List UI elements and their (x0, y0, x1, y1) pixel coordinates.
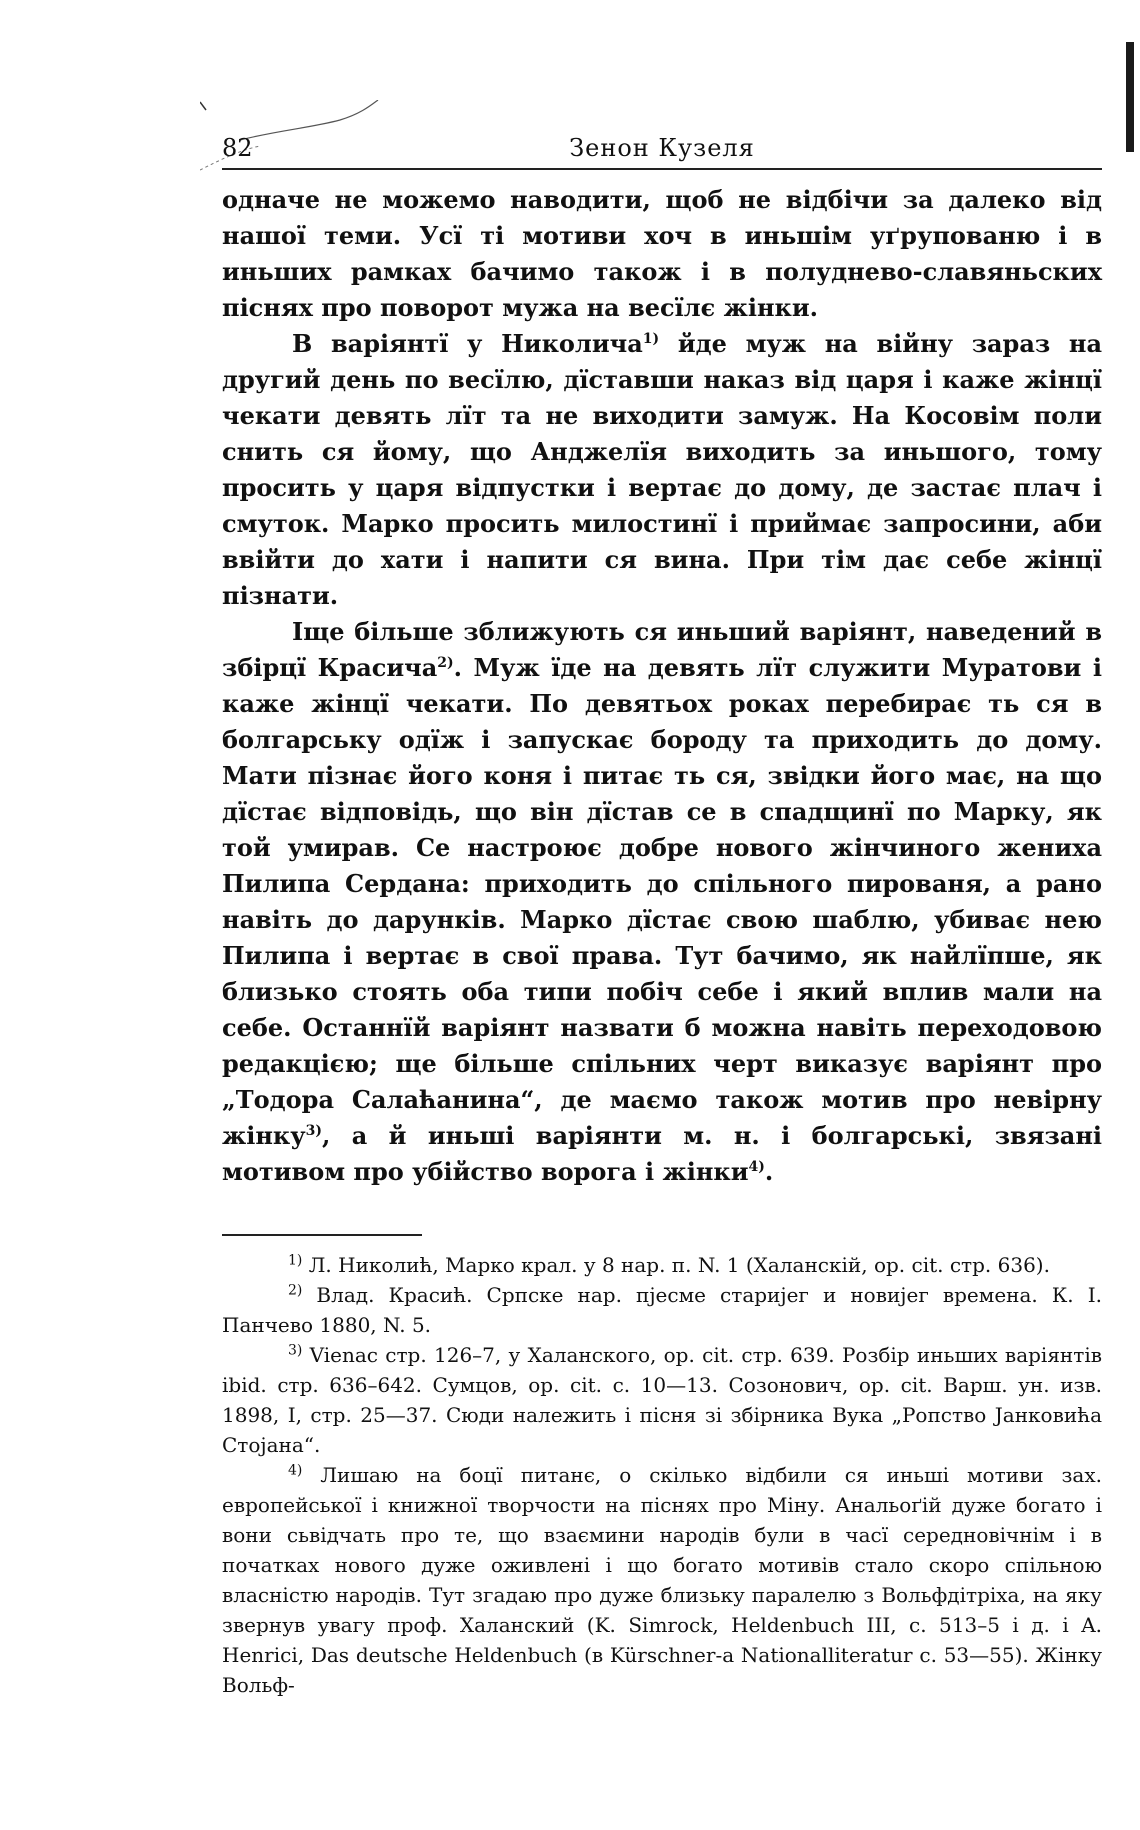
footnote-ref-4: 4) (748, 1159, 765, 1175)
paragraph-2-rest: йде муж на війну зараз на другий день по весїлю, дїставши наказ від царя і каже жінцї чекати девять лїт та не виходити замуж. На Косовім поли снить ся йому, що Анджелїя виходить за иньшого, тому просить у царя відпустки і вертає до дому, де застає плач і смуток. Марко просить милостинї і приймає запросини, аби ввійти до хати і напити ся вина. При тім дає себе жінцї пізнати. (222, 329, 1103, 610)
footnote-1-text: Л. Николић, Марко крал. у 8 нар. п. N. 1 (Халанскій, op. cit. стр. 636). (302, 1253, 1050, 1277)
footnotes (222, 1250, 1102, 1700)
page (222, 126, 1102, 1700)
footnote-3-mark: 3) (288, 1342, 303, 1359)
paragraph-3-start: Іще більше зближують ся иньший варіянт, наведений в збірцї Красича (222, 617, 1102, 682)
footnote-ref-1: 1) (642, 331, 660, 347)
running-head (222, 126, 1102, 170)
footnote-ref-3: 3) (305, 1123, 322, 1139)
footnote-1 (222, 1250, 1102, 1280)
paragraph-3-end: , а й иньші варіянти м. н. і болгарські, звязані мотивом про убійство ворога і жінки (222, 1121, 1102, 1186)
scan-edge-mark (1126, 42, 1134, 152)
footnote-4 (222, 1460, 1102, 1700)
paragraph-1: одначе не можемо наводити, щоб не відбічи за далеко від нашої теми. Усї ті мотиви хоч в иньшім уґрупованю і в иньших рамках бачимо також і в полуднево-славяньских піснях про поворот мужа на весїлє жінки. (222, 185, 1102, 322)
footnote-4-mark: 4) (288, 1462, 303, 1479)
footnote-4-text: Лишаю на боцї питанє, о скілько відбили ся иньші мотиви зах. европейської і книжної творчости на піснях про Міну. Анальоґій дуже богато і вони сьвідчать про те, що взаємини народів були в часї середновічнім і в початках нового дуже оживлені і що богато мотивів стало скоро спільною власністю народів. Тут згадаю про дуже близьку паралелю з Вольфдітріха, на яку звернув увагу проф. Халанский (K. Simrock, Heldenbuch III, с. 513–5 і д. і A. Henrici, Das deutsche Heldenbuch (в Kürschner-а Nationalliteratur с. 53—55). Жінку Вольф- (222, 1463, 1102, 1697)
paragraph-3-middle: . Муж їде на девять лїт служити Муратови і каже жінцї чекати. По девятьох роках перебирає ть ся в болгарську одїж і запускає бороду та приходить до дому. Мати пізнає його коня і питає ть ся, звідки його має, на що дїстає відповідь, що він дїстав се в спадщинї по Марку, як той умирав. Се настроює добре нового жінчиного жениха Пилипа Сердана: приходить до спільного пированя, а рано навіть до дарунків. Марко дїстає свою шаблю, убиває нею Пилипа і вертає в свої права. Тут бачимо, як найлїпше, як близько стоять оба типи побіч себе і який вплив мали на себе. Останнїй варіянт назвати б можна навіть переходовою редакцією; ще більше спільних черт виказує варіянт про „Тодора Салаћанина“, де маємо також мотив про невірну жінку (222, 653, 1102, 1150)
main-text (222, 182, 1102, 1190)
paragraph-3 (222, 614, 1102, 1190)
footnote-2 (222, 1280, 1102, 1340)
footnote-2-text: Влад. Красић. Српске нар. пjесме старијег и новијег времена. К. I. Панчево 1880, N. 5. (222, 1283, 1102, 1337)
footnote-3 (222, 1340, 1102, 1460)
running-title: Зенон Кузеля (569, 134, 755, 162)
footnote-1-mark: 1) (288, 1252, 303, 1269)
paragraph-2 (222, 326, 1102, 614)
footnote-2-mark: 2) (288, 1282, 303, 1299)
page-number: 82 (222, 134, 253, 162)
paragraph-2-start: В варіянтї у Николича (292, 329, 643, 358)
footnote-ref-2: 2) (437, 655, 454, 671)
footnote-3-text: Vienac стр. 126–7, у Халанского, op. cit. стр. 639. Розбір иньших варіянтів ibid. стр. 636–642. Сумцов, op. cit. с. 10—13. Созонович, op. cit. Варш. ун. изв. 1898, I, стр. 25—37. Сюди належить і пісня зі збірника Вука „Ропство Јанковића Стојана“. (222, 1343, 1102, 1457)
paragraph-3-period: . (764, 1157, 774, 1186)
footnote-divider (222, 1234, 422, 1236)
